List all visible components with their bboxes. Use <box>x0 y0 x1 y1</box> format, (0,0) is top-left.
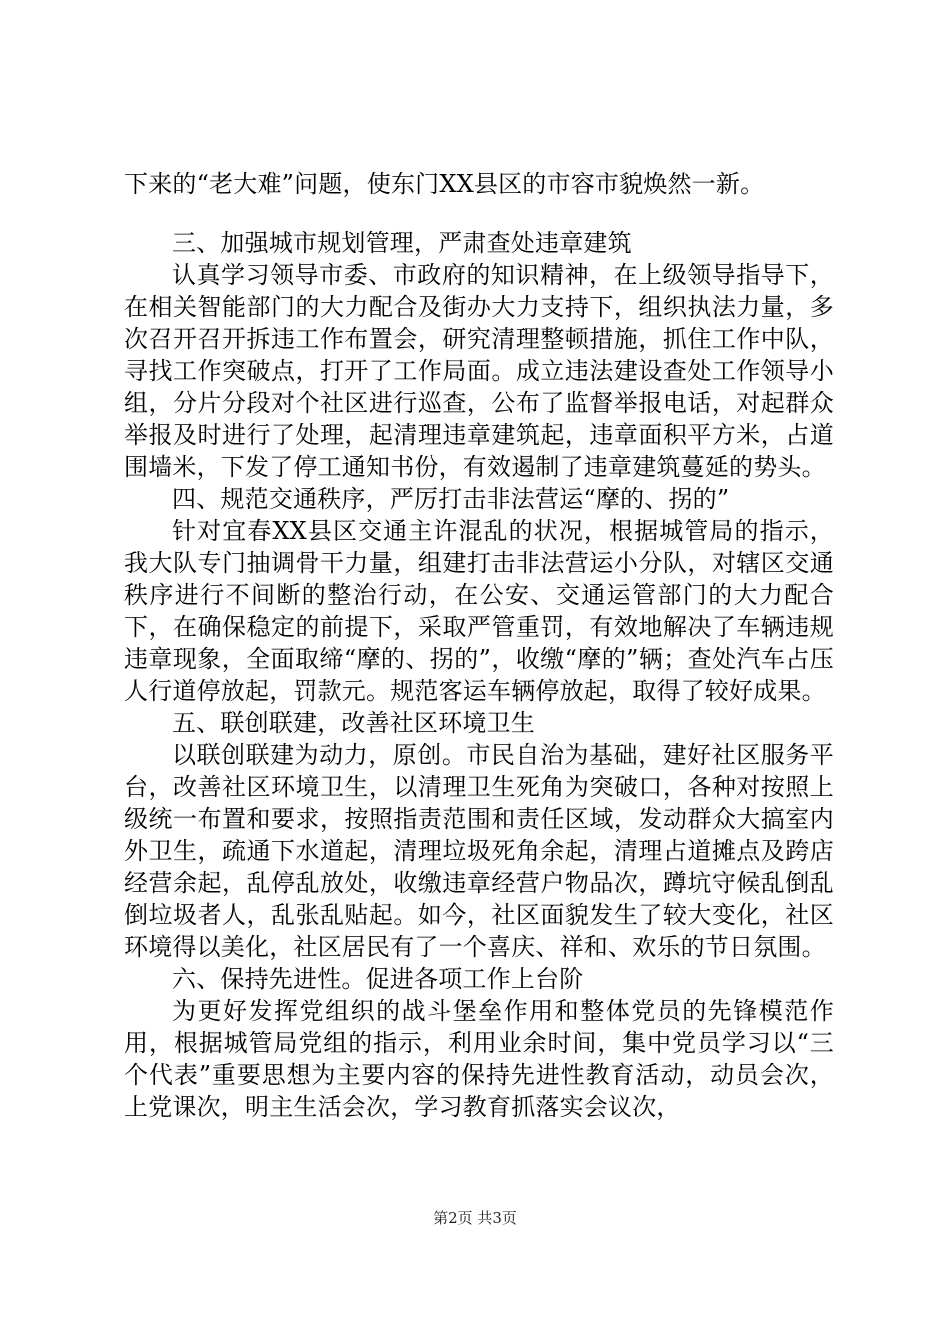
section-body-6: 为更好发挥党组织的战斗堡垒作用和整体党员的先锋模范作用，根据城管局党组的指示，利用业余时间，集中党员学习以“三个代表”重要思想为主要内容的保持先进性教育活动，动员会次，上党课次，明主生活会次，学习教育抓落实会议次， <box>124 997 834 1121</box>
document-body <box>124 168 834 1123</box>
section-body-3: 认真学习领导市委、市政府的知识精神，在上级领导指导下，在相关智能部门的大力配合及街办大力支持下，组织执法力量，多次召开召开拆违工作布置会，研究清理整顿措施，抓住工作中队，寻找工作突破点，打开了工作局面。成立违法建设查处工作领导小组，分片分段对个社区进行巡查，公布了监督举报电话，对起群众举报及时进行了处理，起清理违章建筑起，违章面积平方米，占道围墙米，下发了停工通知书份，有效遏制了违章建筑蔓延的势头。 <box>124 261 834 481</box>
section-heading-4: 四、规范交通秩序，严厉打击非法营运“摩的、拐的” <box>172 485 730 513</box>
page-number-footer: 第2页 共3页 <box>433 1209 517 1227</box>
continued-paragraph: 下来的“老大难”问题，使东门XX县区的市容市貌焕然一新。 <box>124 170 765 198</box>
section-body-4: 针对宜春XX县区交通主许混乱的状况，根据城管局的指示，我大队专门抽调骨干力量，组建打击非法营运小分队，对辖区交通秩序进行不间断的整治行动，在公安、交通运管部门的大力配合下，在确保稳定的前提下，采取严管重罚，有效地解决了车辆违规违章现象，全面取缔“摩的、拐的”，收缴“摩的”辆；查处汽车占压人行道停放起，罚款元。规范客运车辆停放起，取得了较好成果。 <box>124 517 834 705</box>
paragraph-gap <box>124 200 834 227</box>
section-body-5: 以联创联建为动力，原创。市民自治为基础，建好社区服务平台，改善社区环境卫生，以清理卫生死角为突破口，各种对按照上级统一布置和要求，按照指责范围和责任区域，发动群众大搞室内外卫生，疏通下水道起，清理垃圾死角余起，清理占道摊点及跨店经营余起，乱停乱放处，收缴违章经营户物品次，蹲坑守候乱倒乱倒垃圾者人，乱张乱贴起。如今，社区面貌发生了较大变化，社区环境得以美化，社区居民有了一个喜庆、祥和、欢乐的节日氛围。 <box>124 741 834 961</box>
section-heading-5: 五、联创联建，改善社区环境卫生 <box>172 709 535 737</box>
section-heading-6: 六、保持先进性。促进各项工作上台阶 <box>172 965 584 993</box>
section-heading-3: 三、加强城市规划管理，严肃查处违章建筑 <box>172 229 632 257</box>
